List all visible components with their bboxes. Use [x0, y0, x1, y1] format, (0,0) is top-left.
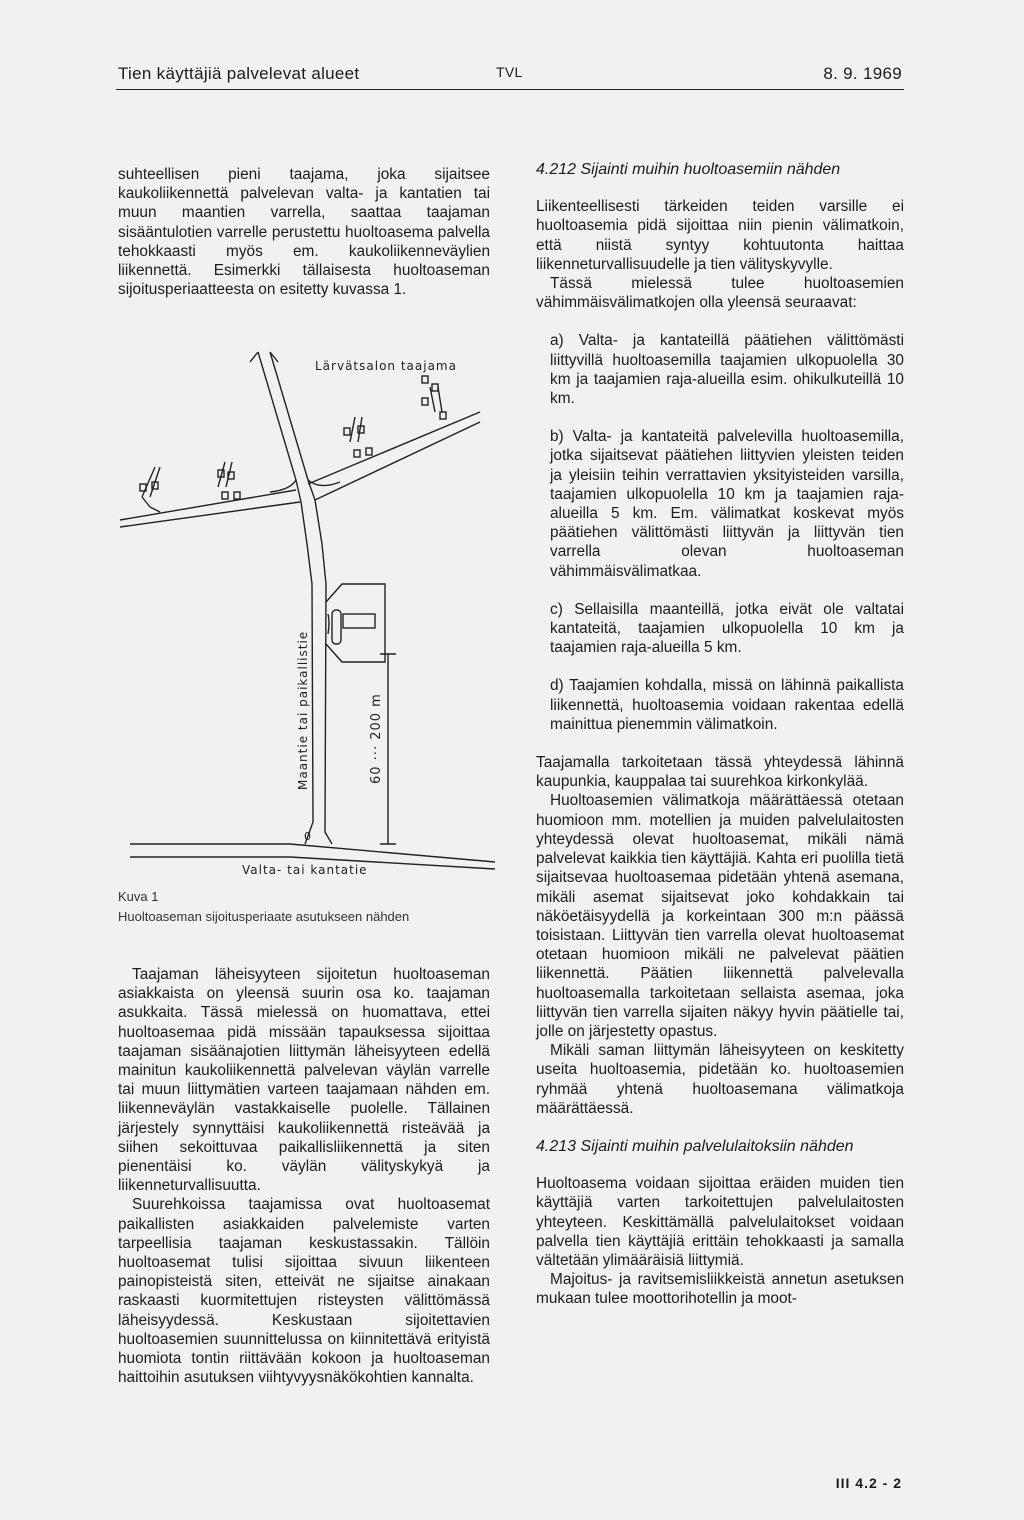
list-item-a: a) Valta- ja kantateillä päätiehen välittömästi liittyvillä huoltoasemilla taajamien ulkopuolella 30 km ja taajamien raja-alueilla esim. ohikulkuteillä 10 km. [550, 332, 904, 408]
side-road-right-upper [308, 412, 480, 484]
station-access-road-outer [326, 584, 385, 662]
caption-number: Kuva 1 [118, 889, 159, 904]
left-column-body [118, 965, 490, 1387]
station-access-road-inner [328, 614, 329, 634]
house-lot-right-1 [350, 417, 362, 442]
paragraph-station-groups: Mikäli saman liittymän läheisyyteen on keskitetty useita huoltoasemia, pidetään ko. huoltoasemien ryhmää yhtenä huoltoasemana välimatkoja määrättäessä. [536, 1042, 904, 1117]
header-rule [116, 89, 904, 90]
paragraph-near-town: Taajaman läheisyyteen sijoitetun huoltoaseman asiakkaista on yleensä suurin osa ko. taajaman asukkaita. Tässä mielessä on huomattava, ettei huoltoasemaa pidä missään tapauksessa sijoittaa taajaman sisäänajotien liittymän läheisyyteen edellä mainitun kaukoliikennettä palvelevan väylän varrelle tai muun liittymätien varteen taajamaan nähden em. liikenneväylän vastakkaiselle puolelle. Tällainen järjestely synnyttäisi kaukoliikennettä risteävää ja siihen sekoittuvaa paikallisliikennettä ja siten pienentäisi ko. väylän välityskykyä ja liikenneturvallisuutta. [118, 966, 490, 1195]
list-item-b: b) Valta- ja kantateitä palvelevilla huoltoasemilla, jotka sijaitsevat päätiehen liittyvien yleisten teiden ja yleisiin teihin verrattavien yksityisteiden varsilla, taajamien ulkopuolella 10 km ja taajamien raja-alueilla 5 km. Em. välimatkat koskevat myös päätiehen välittömästi liittyvän ja liittyvän tien varrella olevan huoltoaseman vähimmäisvälimatkaa. [550, 428, 904, 580]
zero-mark-label: 0 [304, 830, 311, 843]
side-road-left-upper [120, 490, 296, 520]
header-date: 8. 9. 1969 [823, 64, 902, 83]
paragraph-min-distance-list-intro: Tässä mielessä tulee huoltoasemien vähimmäisvälimatkojen olla yleensä seuraavat: [536, 275, 904, 312]
right-column [536, 160, 904, 1309]
page-number: III 4.2 - 2 [835, 1475, 902, 1491]
side-road-left-lower [120, 502, 300, 527]
header-organization: TVL [496, 64, 523, 80]
header-section-title: Tien käyttäjiä palvelevat alueet [118, 64, 360, 83]
figure-1-site-diagram [110, 322, 500, 882]
town-label: Lärvätsalon taajama [315, 359, 457, 373]
section-heading-4-212: 4.212 Sijainti muihin huoltoasemiin nähden [536, 161, 841, 178]
local-road-label: Maantie tai paikallistie [296, 630, 310, 790]
left-column-intro [118, 165, 490, 299]
figure-caption [118, 887, 409, 927]
side-road-right-lower [315, 422, 480, 500]
paragraph-distance-rules: Huoltoasemien välimatkoja määrättäessä otetaan huomioon mm. motellien ja muiden palvelulaitosten yhteydessä olevat huoltoasemat, mikäli nämä palvelevat kaikkia tien käyttäjiä. Kahta eri puolilla tietä sijaitsevaa huoltoasemaa pidetään yhtenä asemana, mikäli asemat sijaitsevat joko kohdakkain tai näköetäisyydellä ja korkeintaan 300 m:n päässä toisistaan. Liittyvän tien varrella olevat huoltoasemat otetaan huomioon mikäli ne palvelevat päätien liikennettä. Päätien liikennettä palvelevalla huoltoasemalla tarkoitetaan sellaista asemaa, joka liittyvän tien varrella sijaiten näkyy hyvin päätielle tai, jolle on järjestetty opastus. [536, 792, 904, 1040]
page-header [118, 64, 902, 90]
list-item-c: c) Sellaisilla maanteillä, jotka eivät ole valtatai kantateitä, taajamien ulkopuolella 10 km ja taajamien raja-alueilla 5 km. [550, 600, 904, 657]
house-lot-left-2 [218, 462, 232, 487]
paragraph-town-definition: Taajamalla tarkoitetaan tässä yhteydessä lähinnä kaupunkia, kauppalaa tai suurehkoa kirkonkylää. [536, 754, 904, 791]
paragraph-service-facilities: Huoltoasema voidaan sijoittaa eräiden muiden tien käyttäjiä varten tarkoitettujen palvelulaitosten yhteyteen. Keskittämällä palvelulaitokset voidaan palvella tien käyttäjiä erittäin tehokkaasti ja samalla vältetään ylimääräisiä liittymiä. [536, 1175, 904, 1269]
junction-right-curve [308, 480, 340, 486]
list-item-d: d) Taajamien kohdalla, missä on lähinnä paikallista liikennettä, huoltoasemia voidaan rakentaa edellä mainittua pienemmin välimatkoin. [550, 677, 904, 733]
intro-paragraph: suhteellisen pieni taajama, joka sijaitsee kaukoliikennettä palvelevan valta- ja kantatien tai muun maantien varrella, saattaa taajaman sisääntulotien varrelle perustettu huoltoasema palvella tehokkaasti myös em. kaukoliikenneväylien liikennettä. Esimerkki tällaisesta huoltoaseman sijoitusperiaatteesta on esitetty kuvassa 1. [118, 166, 490, 299]
paragraph-motel-regulation: Majoitus- ja ravitsemisliikkeistä annetun asetuksen mukaan tulee moottorihotellin ja moot- [536, 1271, 904, 1308]
main-road-upper-edge [130, 844, 495, 862]
service-station-building [343, 614, 375, 628]
paragraph-large-towns: Suurehkoissa taajamissa ovat huoltoasemat paikallisten asiakkaiden palvelemiste varten tarpeellisia taajaman keskustassakin. Tällöin huoltoasemat tulisi sijoittaa sivuun liikenteen painopisteistä siten, etteivät ne sijaitse ainakaan raskaasti kuormitettujen risteysten välittömässä läheisyydessä. Keskustaan sijoitettavien huoltoasemien suunnittelussa on kiinnitettävä erityistä huomiota tontin riittävään kokoon ja huoltoaseman haittoihin asutuksen viihtyvyysnäkökohtien kannalta. [118, 1196, 490, 1387]
caption-text: Huoltoaseman sijoitusperiaate asutukseen nähden [118, 909, 410, 924]
distance-label: 60 ··· 200 m [369, 693, 384, 784]
paragraph-min-distance: Liikenteellisesti tärkeiden teiden varsille ei huoltoasemia pidä sijoittaa niin pienin välimatkoin, että niistä syntyy kohtuutonta haittaa liikenneturvallisuudelle ja tien välityskyvylle. [536, 198, 904, 273]
station-pump-island [332, 610, 341, 644]
main-road-label: Valta- tai kantatie [242, 863, 368, 877]
section-heading-4-213: 4.213 Sijainti muihin palvelulaitoksiin nähden [536, 1137, 854, 1155]
top-road-left [250, 352, 258, 362]
